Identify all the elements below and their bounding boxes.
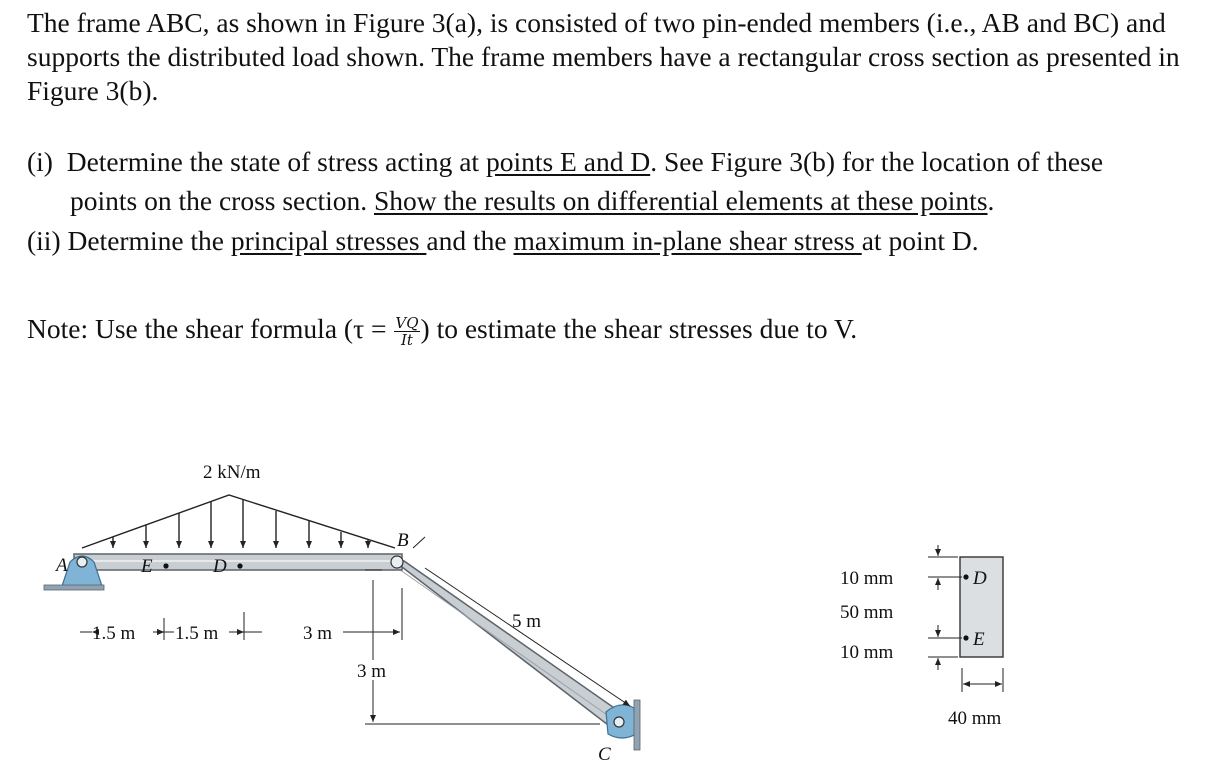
section-point-e-label: E — [973, 629, 985, 650]
section-point-e-dot — [963, 635, 968, 640]
member-bc — [389, 557, 630, 728]
dim-top-label: 10 mm — [840, 568, 894, 589]
pin-a — [77, 557, 87, 567]
figure-3b — [840, 545, 1003, 729]
part-i-underline-a: points E and D — [485, 146, 651, 177]
part-i-text-a: Determine the state of stress acting at — [66, 146, 486, 177]
dim-2-label: 1.5 m — [175, 623, 219, 644]
part-i-underline-b: Show the results on differential elements at these points — [374, 185, 988, 216]
section-point-d-dot — [963, 574, 968, 579]
load-arrows — [113, 500, 368, 548]
dim-width-label: 40 mm — [948, 708, 1002, 729]
dim-middle-label: 50 mm — [840, 602, 894, 623]
problem-intro: The frame ABC, as shown in Figure 3(a), is consisted of two pin-ended members (i.e., AB and BC) and supports the distributed load shown. The frame members have a rectangular cross section as presented in Figure 3(b). — [27, 7, 1180, 106]
part-ii-underline-b: maximum in-plane shear stress — [513, 225, 862, 256]
section-point-d-label: D — [973, 568, 987, 589]
part-ii-underline-a: principal stresses — [230, 225, 427, 256]
horizontal-dimensions — [80, 588, 402, 644]
point-b-label: B — [397, 530, 409, 551]
part-i-label: (i) — [27, 146, 53, 177]
point-c-label: C — [598, 744, 611, 765]
load-label: 2 kN/m — [203, 462, 261, 483]
note-prefix: Note: Use the shear formula (τ = — [27, 313, 394, 344]
part-ii-text-a: Determine the — [67, 225, 231, 256]
pin-b — [391, 556, 403, 568]
part-ii-label: (ii) — [27, 225, 61, 256]
dim-1-label: 1.5 m — [92, 623, 136, 644]
vertical-dimension — [357, 570, 600, 724]
fraction-numerator: VQ — [395, 314, 419, 333]
fraction-denominator: It — [400, 331, 413, 350]
point-b-leader — [413, 537, 425, 548]
dim-vertical-label: 3 m — [357, 661, 387, 682]
note-suffix: ) to estimate the shear stresses due to V. — [420, 313, 858, 344]
part-ii-text-b: and the — [426, 225, 514, 256]
part-i-text-d: . — [987, 185, 995, 216]
dim-member-label: 5 m — [512, 611, 542, 632]
dim-member-line — [425, 568, 630, 706]
point-e-label: E — [141, 556, 153, 577]
figure-3a — [44, 462, 640, 765]
dim-3-label: 3 m — [303, 623, 333, 644]
dim-bottom-label: 10 mm — [840, 642, 894, 663]
part-i-text-c: points on the cross section. — [70, 185, 374, 216]
part-i-text-b: . See Figure 3(b) for the location of these — [650, 146, 1104, 177]
member-bc-shade — [396, 567, 620, 724]
load-triangle-outline — [82, 495, 395, 548]
pin-c — [614, 717, 624, 727]
point-d-dot — [237, 563, 242, 568]
point-a-label: A — [56, 555, 68, 576]
point-d-label: D — [213, 556, 227, 577]
part-ii-text-c: at point D. — [861, 225, 979, 256]
point-e-dot — [163, 563, 168, 568]
